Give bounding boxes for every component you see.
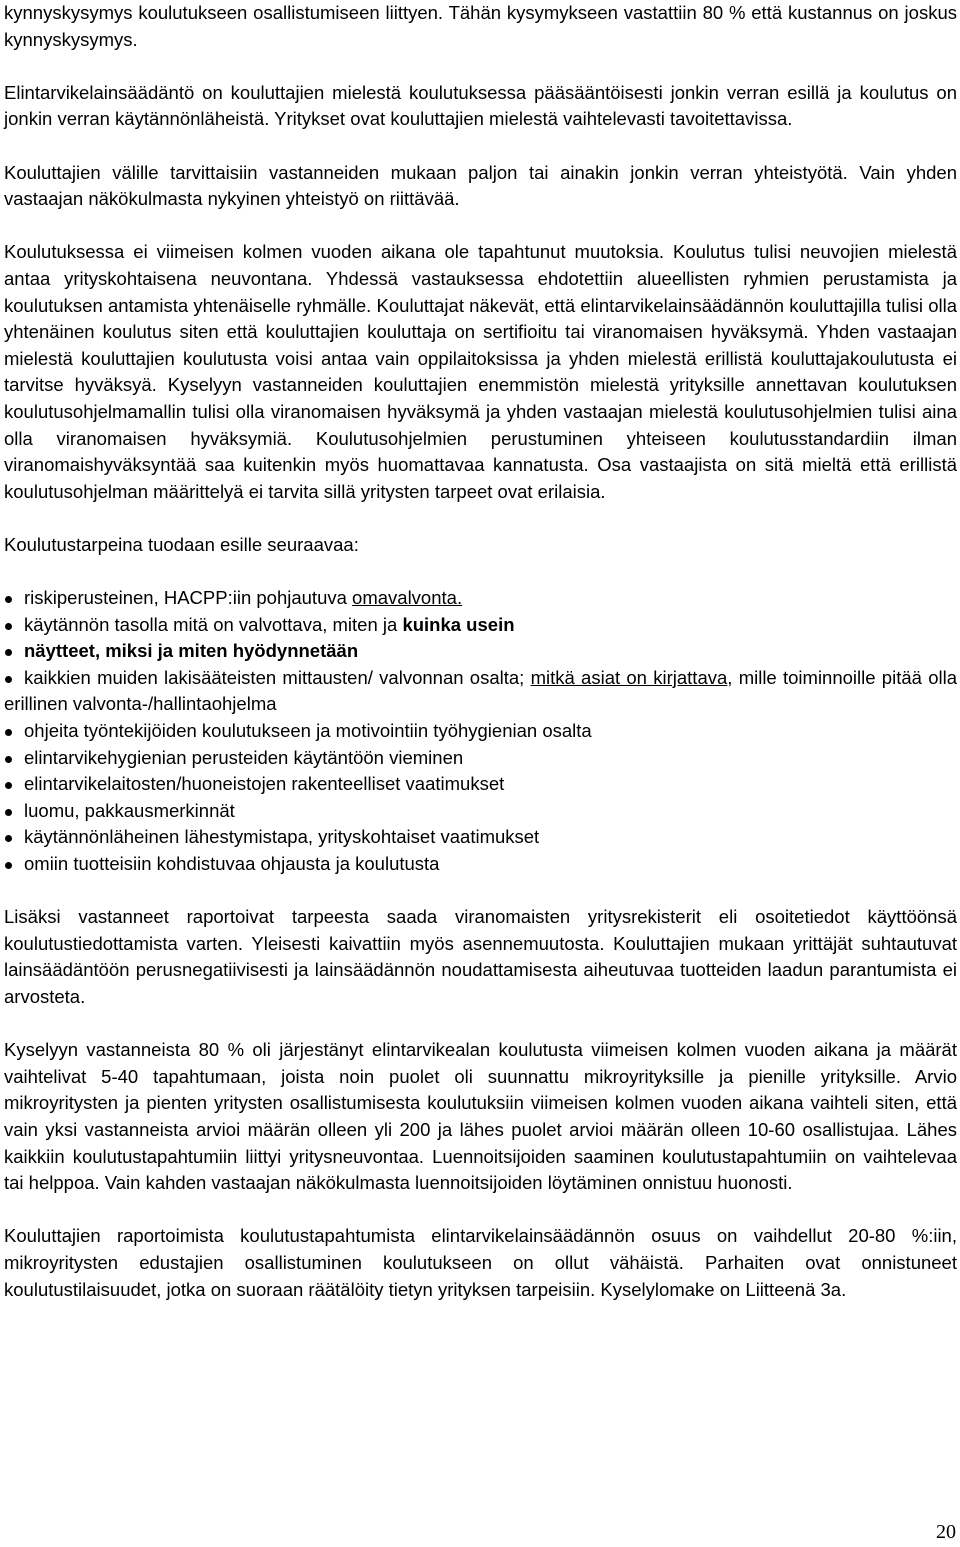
bullet-icon [5, 835, 12, 842]
bullet-icon [5, 729, 12, 736]
paragraph-company-registers: Lisäksi vastanneet raportoivat tarpeesta saada viranomaisten yritysrekisterit eli osoitetiedot käyttöönsä koulutustiedottamista varten. Yleisesti kaivattiin myös asennemuutosta. Kouluttajien mukaan yrittäjät suhtautuvat lainsäädäntöön perusnegatiivisesti ja lainsäädännön noudattamisesta aiheutuvaa tuotteiden laadun parantumista ei arvosteta. [4, 906, 957, 1007]
page-number: 20 [936, 1521, 956, 1543]
paragraph-legislation-in-training: Elintarvikelainsäädäntö on kouluttajien mielestä koulutuksessa pääsääntöisesti jonkin verran esillä ja koulutus on jonkin verran käytännönläheistä. Yritykset ovat kouluttajien mielestä vaihtelevasti tavoitettavissa. [4, 81, 957, 130]
training-needs-list [4, 585, 957, 878]
paragraph-legislation-share: Kouluttajien raportoimista koulutustapahtumista elintarvikelainsäädännön osuus on vaihdellut 20-80 %:iin, mikroyritysten edustajien osallistuminen koulutukseen on ollut vähäistä. Parhaiten ovat onnistuneet koulutustilaisuudet, jotka on suoraan räätälöity tietyn yrityksen tarpeisiin. Kyselylomake on Liitteenä 3a. [4, 1225, 957, 1300]
list-item: omiin tuotteisiin kohdistuvaa ohjausta ja koulutusta [4, 851, 957, 878]
list-item: elintarvikehygienian perusteiden käytäntöön vieminen [4, 745, 957, 772]
bullet-icon [5, 649, 12, 656]
list-item: kaikkien muiden lakisääteisten mittausten/ valvonnan osalta; mitkä asiat on kirjattava, mille toiminnoille pitää olla erillinen valvonta-/hallintaohjelma [4, 666, 957, 715]
list-item: ohjeita työntekijöiden koulutukseen ja motivointiin työhygienian osalta [4, 718, 957, 745]
bullet-icon [5, 623, 12, 630]
document-page [4, 0, 957, 1303]
bullet-icon [5, 782, 12, 789]
list-item: näytteet, miksi ja miten hyödynnetään [4, 638, 957, 665]
bullet-icon [5, 809, 12, 816]
bullet-icon [5, 756, 12, 763]
bullet-icon [5, 596, 12, 603]
list-item: riskiperusteinen, HACPP:iin pohjautuva omavalvonta. [4, 585, 957, 612]
training-needs-lead: Koulutustarpeina tuodaan esille seuraavaa: [4, 533, 359, 555]
list-item: käytännönläheinen lähestymistapa, yrityskohtaiset vaatimukset [4, 824, 957, 851]
list-item: käytännön tasolla mitä on valvottava, miten ja kuinka usein [4, 612, 957, 639]
list-item: elintarvikelaitosten/huoneistojen rakenteelliset vaatimukset [4, 771, 957, 798]
paragraph-training-events: Kyselyyn vastanneista 80 % oli järjestänyt elintarvikealan koulutusta viimeisen kolmen vuoden aikana ja määrät vaihtelivat 5-40 tapahtumaan, joista noin puolet oli suunnattu mikroyrityksille ja pienille yrityksille. Arvio mikroyritysten ja pienten yritysten osallistumisesta koulutuksiin viimeisen kolmen vuoden aikana vaihteli siten, että vain yksi vastanneista arvioi määrän olleen yli 200 ja lähes puolet arvioi määrän olleen 10-60 osallistujaa. Lähes kaikkiin koulutustapahtumiin liittyi yritysneuvontaa. Luennoitsijoiden saaminen koulutustapahtumiin on vaihtelevaa tai helppoa. Vain kahden vastaajan näkökulmasta luennoitsijoiden löytäminen onnistuu huonosti. [4, 1039, 957, 1194]
bullet-icon [5, 862, 12, 869]
list-item: luomu, pakkausmerkinnät [4, 798, 957, 825]
paragraph-cost-threshold: kynnyskysymys koulutukseen osallistumiseen liittyen. Tähän kysymykseen vastattiin 80 % että kustannus on joskus kynnyskysymys. [4, 2, 957, 50]
paragraph-cooperation: Kouluttajien välille tarvittaisiin vastanneiden mukaan paljon tai ainakin jonkin verran yhteistyötä. Vain yhden vastaajan näkökulmasta nykyinen yhteistyö on riittävää. [4, 161, 957, 210]
bullet-icon [5, 676, 12, 683]
paragraph-training-changes: Koulutuksessa ei viimeisen kolmen vuoden aikana ole tapahtunut muutoksia. Koulutus tulisi neuvojien mielestä antaa yrityskohtaisena neuvontana. Yhdessä vastauksessa ehdotettiin alueellisten ryhmien perustamista ja koulutuksen antamista yhtenäiselle ryhmälle. Kouluttajat näkevät, että elintarvikelainsäädännön kouluttajilla tulisi olla yhtenäinen koulutus siten että kouluttajien kouluttaja on sertifioitu tai viranomaisen hyväksymä. Yhden vastaajan mielestä kouluttajien koulutusta voisi antaa vain oppilaitoksissa ja yhden mielestä erillistä kouluttajakoulutusta ei tarvitse hyväksyä. Kyselyyn vastanneiden kouluttajien enemmistön mielestä yrityksille annettavan koulutuksen koulutusohjelmamallin tulisi olla viranomaisen hyväksymä ja yhden vastaajan mielestä koulutusohjelmien tulisi aina olla viranomaisen hyväksymiä. Koulutusohjelmien perustuminen yhteiseen koulutusstandardiin ilman viranomaishyväksyntää saa kuitenkin myös huomattavaa kannatusta. Osa vastaajista on sitä mieltä että erillistä koulutusohjelman määrittelyä ei tarvita sillä yritysten tarpeet ovat erilaisia. [4, 241, 957, 502]
